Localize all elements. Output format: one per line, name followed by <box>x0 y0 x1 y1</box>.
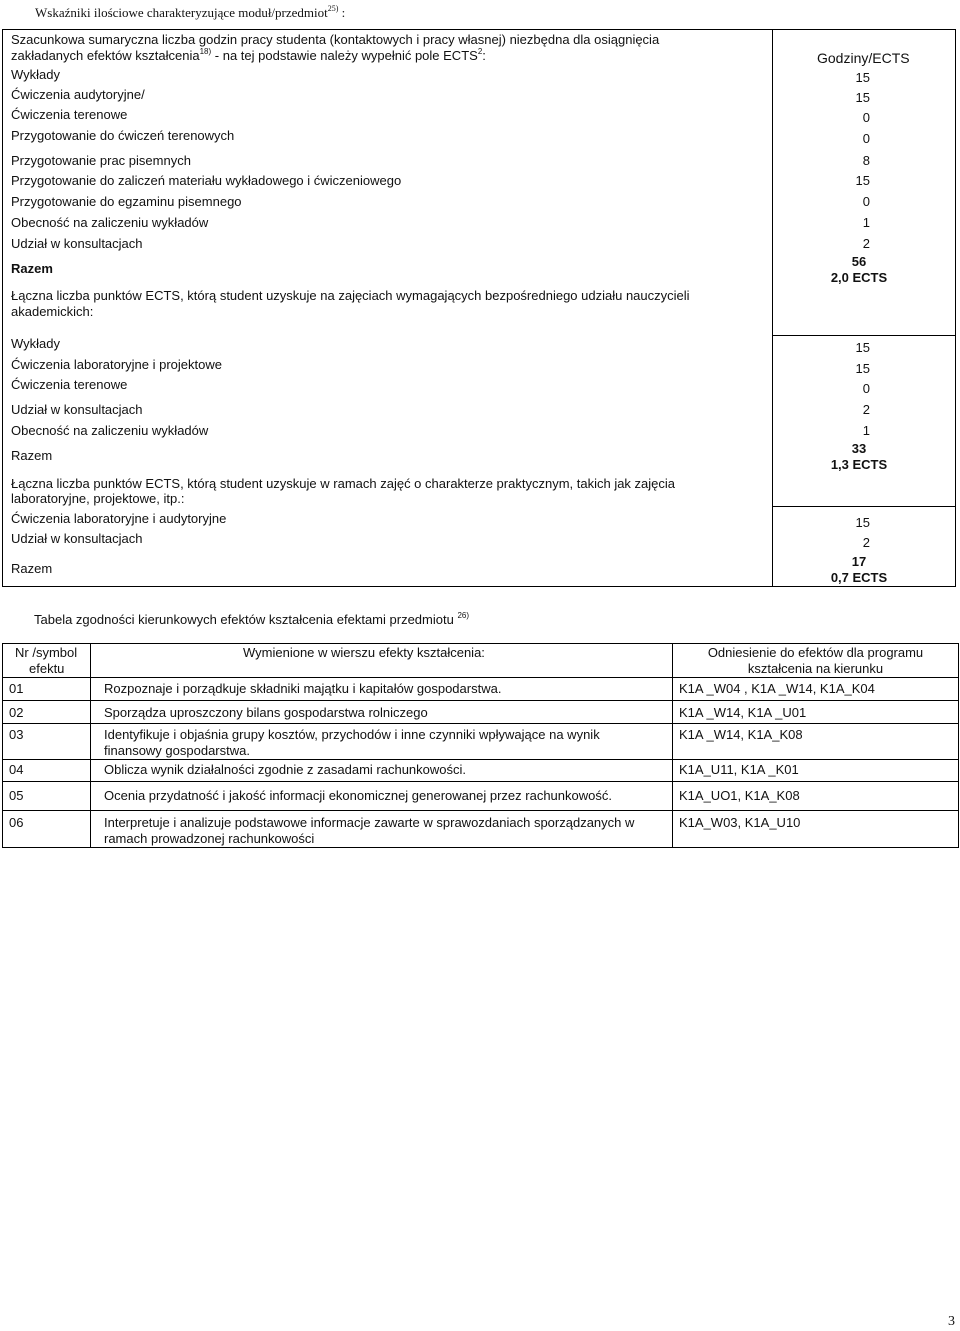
compat-row-ref: K1A _W04 , K1A _W14, K1A_K04 <box>673 678 959 701</box>
razem2-label: Razem <box>11 448 53 463</box>
ects-row-separator-1 <box>772 335 956 336</box>
ects-intro-text-c: : <box>482 48 486 63</box>
razem1-hours: 56 <box>851 254 867 269</box>
s1-label-4: Przygotowanie prac pisemnych <box>11 153 191 168</box>
s1-value-0: 15 <box>855 70 870 85</box>
s3-label-0: Ćwiczenia laboratoryjne i audytoryjne <box>11 511 227 526</box>
s1-label-1: Ćwiczenia audytoryjne/ <box>11 87 145 102</box>
s3-label-1: Udział w konsultacjach <box>11 531 143 546</box>
s2-label-4: Obecność na zaliczeniu wykładów <box>11 423 209 438</box>
razem1-ects: 2,0 ECTS <box>830 270 888 285</box>
razem2-ects: 1,3 ECTS <box>830 457 888 472</box>
compat-row <box>3 811 959 848</box>
s1-label-2: Ćwiczenia terenowe <box>11 107 128 122</box>
compat-row-nr: 01 <box>3 678 91 701</box>
compat-title-text: Tabela zgodności kierunkowych efektów kształcenia efektami przedmiotu <box>34 612 454 627</box>
practical-ects-line1: Łączna liczba punktów ECTS, którą student uzyskuje w ramach zajęć o charakterze praktycznym, takich jak zajęcia <box>11 476 676 491</box>
compat-row-effect: Ocenia przydatność i jakość informacji ekonomicznej generowanej przez rachunkowość. <box>91 782 673 811</box>
s2-value-1: 15 <box>855 361 870 376</box>
direct-ects-line2: akademickich: <box>11 304 94 319</box>
compat-row <box>3 678 959 701</box>
ects-intro-line2 <box>11 47 486 63</box>
compat-row-effect: Oblicza wynik działalności zgodnie z zasadami rachunkowości. <box>91 760 673 782</box>
compat-row-nr: 05 <box>3 782 91 811</box>
s1-value-1: 15 <box>855 90 870 105</box>
compat-title-footnote: 26) <box>457 611 470 620</box>
s1-value-3: 0 <box>862 131 870 146</box>
s1-value-2: 0 <box>862 110 870 125</box>
s1-value-4: 8 <box>862 153 870 168</box>
compat-row-ref: K1A _W14, K1A_K08 <box>673 724 959 760</box>
practical-ects-line2: laboratoryjne, projektowe, itp.: <box>11 491 185 506</box>
s2-label-0: Wykłady <box>11 336 61 351</box>
s1-label-0: Wykłady <box>11 67 61 82</box>
s1-label-8: Udział w konsultacjach <box>11 236 143 251</box>
section-heading-footnote: 25) <box>327 4 339 13</box>
compat-row <box>3 760 959 782</box>
s2-value-3: 2 <box>862 402 870 417</box>
ects-intro-sup1: 18) <box>199 47 212 56</box>
ects-row-separator-2 <box>772 506 956 507</box>
s2-label-3: Udział w konsultacjach <box>11 402 143 417</box>
s2-label-2: Ćwiczenia terenowe <box>11 377 128 392</box>
section-heading-text: Wskaźniki ilościowe charakteryzujące moduł/przedmiot <box>35 5 328 20</box>
compat-header-ref-line1: Odniesienie do efektów dla programu <box>707 645 924 660</box>
compat-row-nr: 02 <box>3 701 91 724</box>
compat-row-nr: 06 <box>3 811 91 848</box>
ects-intro-text-b: - na tej podstawie należy wypełnić pole ECTS <box>211 48 478 63</box>
compat-header-row <box>3 644 959 678</box>
compat-row <box>3 724 959 760</box>
compat-row <box>3 782 959 811</box>
compat-table <box>2 643 959 848</box>
compat-row-ref: K1A_UO1, K1A_K08 <box>673 782 959 811</box>
compat-header-nr-line2: efektu <box>29 661 65 676</box>
compat-row-ref: K1A_W03, K1A_U10 <box>673 811 959 848</box>
s2-value-0: 15 <box>855 340 870 355</box>
s1-label-6: Przygotowanie do egzaminu pisemnego <box>11 194 242 209</box>
s1-label-7: Obecność na zaliczeniu wykładów <box>11 215 209 230</box>
razem2-hours: 33 <box>851 441 867 456</box>
compat-row-effect: Interpretuje i analizuje podstawowe informacje zawarte w sprawozdaniach sporządzanych w ramach prowadzonej rachunkowości <box>91 811 673 848</box>
s1-value-7: 1 <box>862 215 870 230</box>
compat-row-effect: Identyfikuje i objaśnia grupy kosztów, przychodów i inne czynniki wpływające na wynik finansowy gospodarstwa. <box>91 724 673 760</box>
s2-label-1: Ćwiczenia laboratoryjne i projektowe <box>11 357 222 372</box>
s1-value-5: 15 <box>855 173 870 188</box>
compat-header-effects <box>91 644 673 678</box>
direct-ects-line1: Łączna liczba punktów ECTS, którą student uzyskuje na zajęciach wymagających bezpośredniego udziału nauczycieli <box>11 288 690 303</box>
s2-value-2: 0 <box>862 381 870 396</box>
razem1-label: Razem <box>11 261 53 276</box>
page-number: 3 <box>948 1314 955 1329</box>
compat-header-effects-label: Wymienione w wierszu efekty kształcenia: <box>243 645 485 660</box>
compat-row-ref: K1A_U11, K1A _K01 <box>673 760 959 782</box>
compat-row <box>3 701 959 724</box>
s1-label-5: Przygotowanie do zaliczeń materiału wykładowego i ćwiczeniowego <box>11 173 402 188</box>
compat-row-nr: 03 <box>3 724 91 760</box>
razem3-ects: 0,7 ECTS <box>830 570 888 585</box>
s3-value-0: 15 <box>855 515 870 530</box>
compat-header-ref-line2: kształcenia na kierunku <box>747 661 884 676</box>
s1-label-3: Przygotowanie do ćwiczeń terenowych <box>11 128 235 143</box>
section-heading-tail: : <box>338 5 346 20</box>
ects-column-header: Godziny/ECTS <box>817 50 910 66</box>
ects-table-divider <box>772 29 773 587</box>
s1-value-6: 0 <box>862 194 870 209</box>
s1-value-8: 2 <box>862 236 870 251</box>
compat-header-ref <box>673 644 959 678</box>
compat-header-nr-line1: Nr /symbol <box>15 645 78 660</box>
ects-intro-text-a: zakładanych efektów kształcenia <box>11 48 200 63</box>
razem3-hours: 17 <box>851 554 867 569</box>
section-heading <box>35 4 345 21</box>
compat-title <box>34 611 469 627</box>
razem3-label: Razem <box>11 561 53 576</box>
ects-intro-line1: Szacunkowa sumaryczna liczba godzin pracy studenta (kontaktowych i pracy własnej) niezbędna dla osiągnięcia <box>11 32 660 47</box>
s3-value-1: 2 <box>862 535 870 550</box>
s2-value-4: 1 <box>862 423 870 438</box>
compat-row-nr: 04 <box>3 760 91 782</box>
ects-intro-sup2: 2 <box>477 47 483 56</box>
compat-header-nr <box>3 644 91 678</box>
compat-row-ref: K1A _W14, K1A _U01 <box>673 701 959 724</box>
compat-row-effect: Rozpoznaje i porządkuje składniki majątku i kapitałów gospodarstwa. <box>91 678 673 701</box>
compat-row-effect: Sporządza uproszczony bilans gospodarstwa rolniczego <box>91 701 673 724</box>
